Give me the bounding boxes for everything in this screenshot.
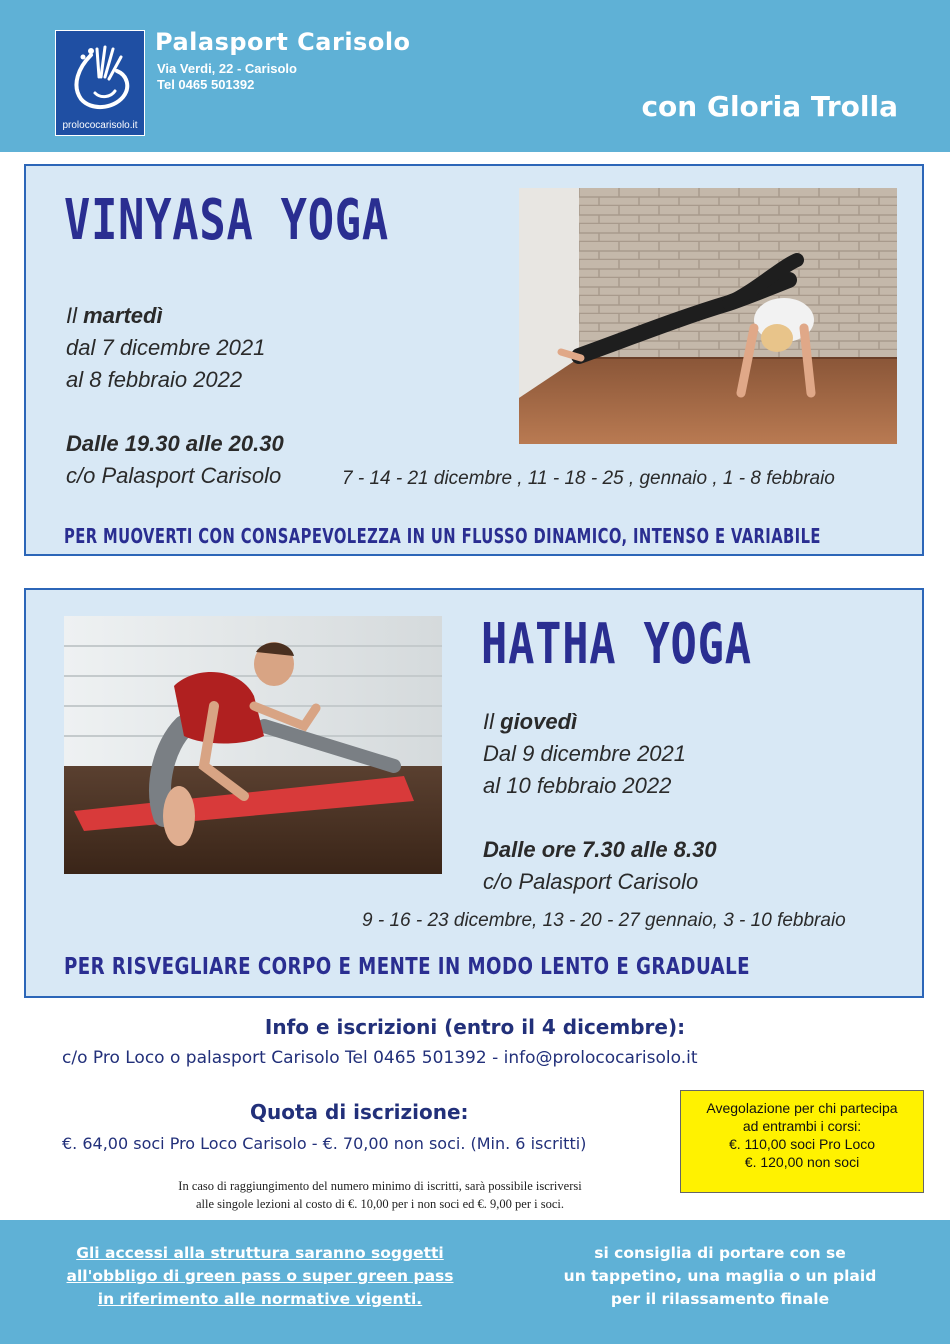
bring-items-advice (540, 1242, 900, 1311)
vinyasa-dates: 7 - 14 - 21 dicembre , 11 - 18 - 25 , gennaio , 1 - 8 febbraio (342, 468, 835, 489)
hatha-dates: 9 - 16 - 23 dicembre, 13 - 20 - 27 gennaio, 3 - 10 febbraio (362, 910, 846, 931)
vinyasa-photo (519, 188, 897, 444)
green-pass-line-1: Gli accessi alla struttura saranno soggetti (76, 1244, 444, 1262)
hatha-day (483, 706, 686, 738)
vinyasa-slogan: PER MUOVERTI CON CONSAPEVOLEZZA IN UN FLUSSO DINAMICO, INTENSO E VARIABILE (64, 524, 821, 548)
vinyasa-day-prefix: Il (66, 303, 84, 328)
note-line-2: alle singole lezioni al costo di €. 10,00 per i non soci ed €. 9,00 per i soci. (196, 1197, 564, 1211)
quota-price-line: €. 64,00 soci Pro Loco Carisolo - €. 70,00 non soci. (Min. 6 iscritti) (62, 1134, 587, 1153)
hatha-time: Dalle ore 7.30 alle 8.30 (483, 837, 717, 862)
venue-address-block (157, 61, 297, 93)
hatha-time-block (483, 834, 717, 898)
header-band (0, 0, 950, 152)
vinyasa-time-block (66, 428, 284, 492)
instructor-name: con Gloria Trolla (641, 90, 898, 123)
single-lesson-note (100, 1177, 660, 1213)
vinyasa-schedule (66, 300, 265, 396)
discount-line-2: ad entrambi i corsi: (742, 1118, 862, 1134)
advice-line-2: un tappetino, una maglia o un plaid (563, 1267, 877, 1285)
hatha-day-prefix: Il (483, 709, 501, 734)
combined-discount-box (680, 1090, 924, 1193)
discount-line-3: €. 110,00 soci Pro Loco (728, 1136, 876, 1152)
venue-name: Palasport Carisolo (155, 28, 411, 56)
discount-line-1: Avegolazione per chi partecipa (706, 1100, 898, 1116)
hatha-photo (64, 616, 442, 874)
green-pass-line-3: in riferimento alle normative vigenti. (97, 1290, 423, 1308)
vinyasa-location: c/o Palasport Carisolo (66, 463, 282, 488)
discount-line-4: €. 120,00 non soci (744, 1154, 860, 1170)
venue-address: Via Verdi, 22 - Carisolo (157, 61, 297, 76)
hatha-title: HATHA YOGA (481, 612, 752, 677)
hatha-from: Dal 9 dicembre 2021 (483, 741, 687, 766)
vinyasa-day-name: martedì (83, 303, 163, 328)
venue-phone: Tel 0465 501392 (157, 77, 255, 92)
advice-line-1: si consiglia di portare con se (594, 1244, 846, 1262)
green-pass-line-2: all'obbligo di green pass o super green pass (66, 1267, 454, 1285)
green-pass-notice (50, 1242, 470, 1311)
hatha-location: c/o Palasport Carisolo (483, 869, 699, 894)
info-title: Info e iscrizioni (entro il 4 dicembre): (264, 1015, 686, 1039)
hatha-schedule (483, 706, 686, 802)
vinyasa-day (66, 300, 265, 332)
pro-loco-logo (55, 30, 145, 136)
vinyasa-title: VINYASA YOGA (64, 188, 389, 253)
info-contact-line: c/o Pro Loco o palasport Carisolo Tel 0465 501392 - info@prolococarisolo.it (62, 1048, 698, 1068)
hatha-slogan: PER RISVEGLIARE CORPO E MENTE IN MODO LENTO E GRADUALE (64, 954, 751, 980)
vinyasa-course-box (24, 164, 924, 556)
hatha-to: al 10 febbraio 2022 (483, 773, 672, 798)
note-line-1: In caso di raggiungimento del numero minimo di iscritti, sarà possibile iscriversi (178, 1179, 582, 1193)
advice-line-3: per il rilassamento finale (610, 1290, 830, 1308)
hatha-course-box (24, 588, 924, 998)
quota-title: Quota di iscrizione: (250, 1100, 469, 1124)
yoga-figure-icon (61, 37, 141, 117)
hatha-day-name: giovedì (500, 709, 578, 734)
footer-band (0, 1220, 950, 1344)
vinyasa-to: al 8 febbraio 2022 (66, 367, 243, 392)
logo-text: prolococarisolo.it (62, 120, 138, 131)
vinyasa-from: dal 7 dicembre 2021 (66, 335, 266, 360)
vinyasa-time: Dalle 19.30 alle 20.30 (66, 431, 284, 456)
